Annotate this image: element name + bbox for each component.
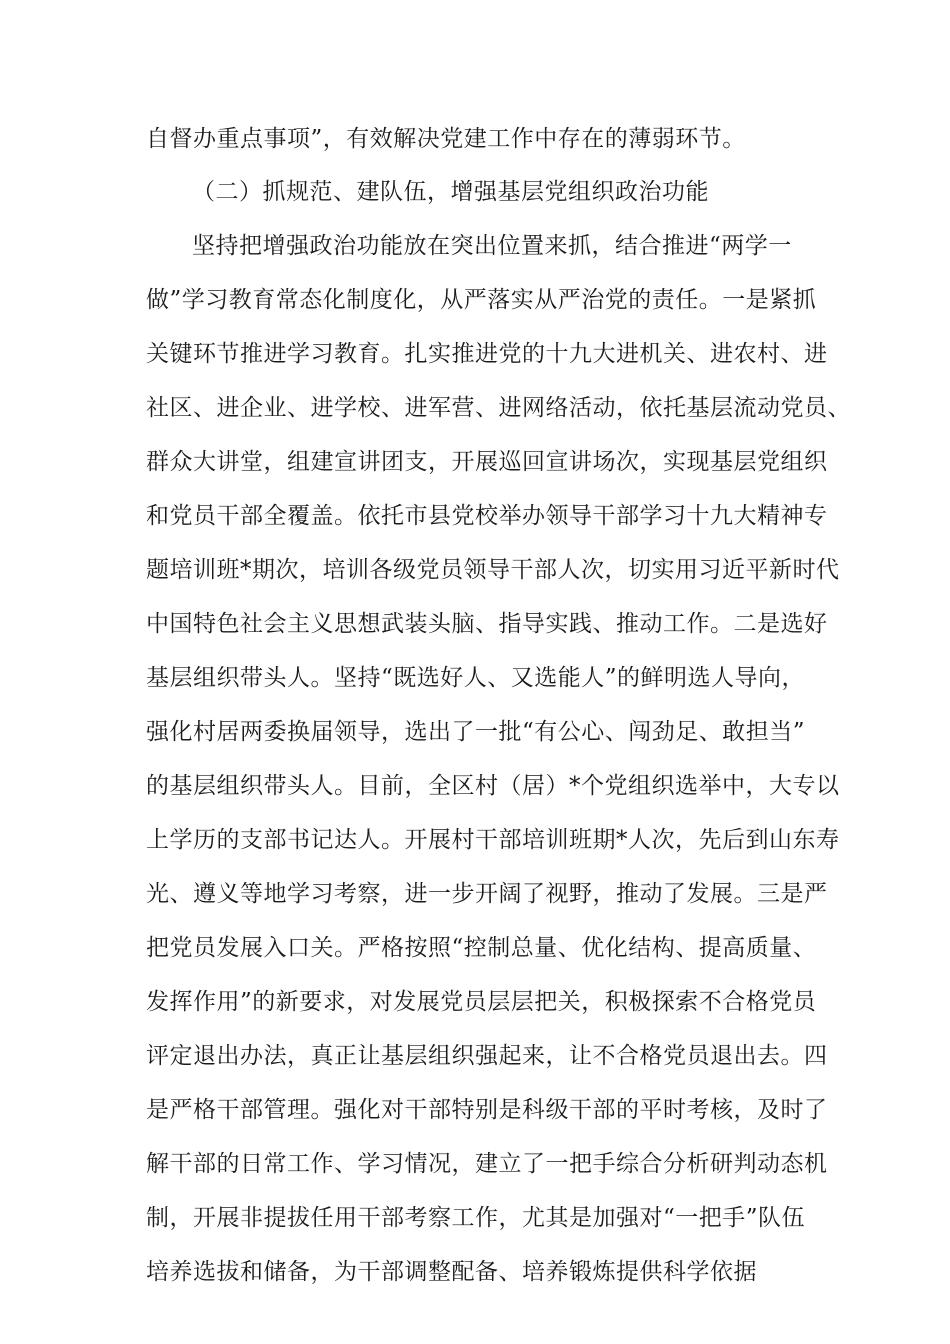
paragraph-line: 坚持把增强政治功能放在突出位置来抓，结合推进“两学一 <box>192 233 792 259</box>
paragraph-line: 把党员发展入口关。严格按照“控制总量、优化结构、提高质量、 <box>146 935 817 961</box>
paragraph-line: 群众大讲堂，组建宣讲团支，开展巡回宣讲场次，实现基层党组织 <box>146 449 828 475</box>
paragraph-line: 的基层组织带头人。目前，全区村（居）*个党组织选举中，大专以 <box>146 773 840 799</box>
paragraph-line: 题培训班*期次，培训各级党员领导干部人次，切实用习近平新时代 <box>146 557 840 583</box>
paragraph-line: 光、遵义等地学习考察，进一步开阔了视野，推动了发展。三是严 <box>146 881 828 907</box>
paragraph-line: 关键环节推进学习教育。扎实推进党的十九大进机关、进农村、进 <box>146 341 828 367</box>
paragraph-line: 解干部的日常工作、学习情况，建立了一把手综合分析研判动态机 <box>146 1151 828 1177</box>
paragraph-line: 是严格干部管理。强化对干部特别是科级干部的平时考核，及时了 <box>146 1097 828 1123</box>
paragraph-line: 中国特色社会主义思想武装头脑、指导实践、推动工作。二是选好 <box>146 611 828 637</box>
paragraph-line: 强化村居两委换届领导，选出了一批“有公心、闯劲足、敢担当” <box>146 719 806 745</box>
paragraph-line: 制，开展非提拔任用干部考察工作，尤其是加强对“一把手”队伍 <box>146 1205 806 1231</box>
paragraph-line: 基层组织带头人。坚持“既选好人、又选能人”的鲜明选人导向， <box>146 665 806 691</box>
paragraph-line: 上学历的支部书记达人。开展村干部培训班期*人次，先后到山东寿 <box>146 827 840 853</box>
paragraph-line: 社区、进企业、进学校、进军营、进网络活动，依托基层流动党员、 <box>146 395 851 421</box>
paragraph-line: 发挥作用”的新要求，对发展党员层层把关，积极探索不合格党员 <box>146 989 817 1015</box>
paragraph-line: 评定退出办法，真正让基层组织强起来，让不合格党员退出去。四 <box>146 1043 828 1069</box>
section-heading: （二）抓规范、建队伍，增强基层党组织政治功能 <box>192 179 709 205</box>
paragraph-line: 培养选拔和储备，为干部调整配备、培养锻炼提供科学依据 <box>146 1259 757 1285</box>
paragraph-line: 和党员干部全覆盖。依托市县党校举办领导干部学习十九大精神专 <box>146 503 828 529</box>
paragraph-line: 做”学习教育常态化制度化，从严落实从严治党的责任。一是紧抓 <box>146 287 817 313</box>
paragraph-line: 自督办重点事项”，有效解决党建工作中存在的薄弱环节。 <box>146 126 746 152</box>
